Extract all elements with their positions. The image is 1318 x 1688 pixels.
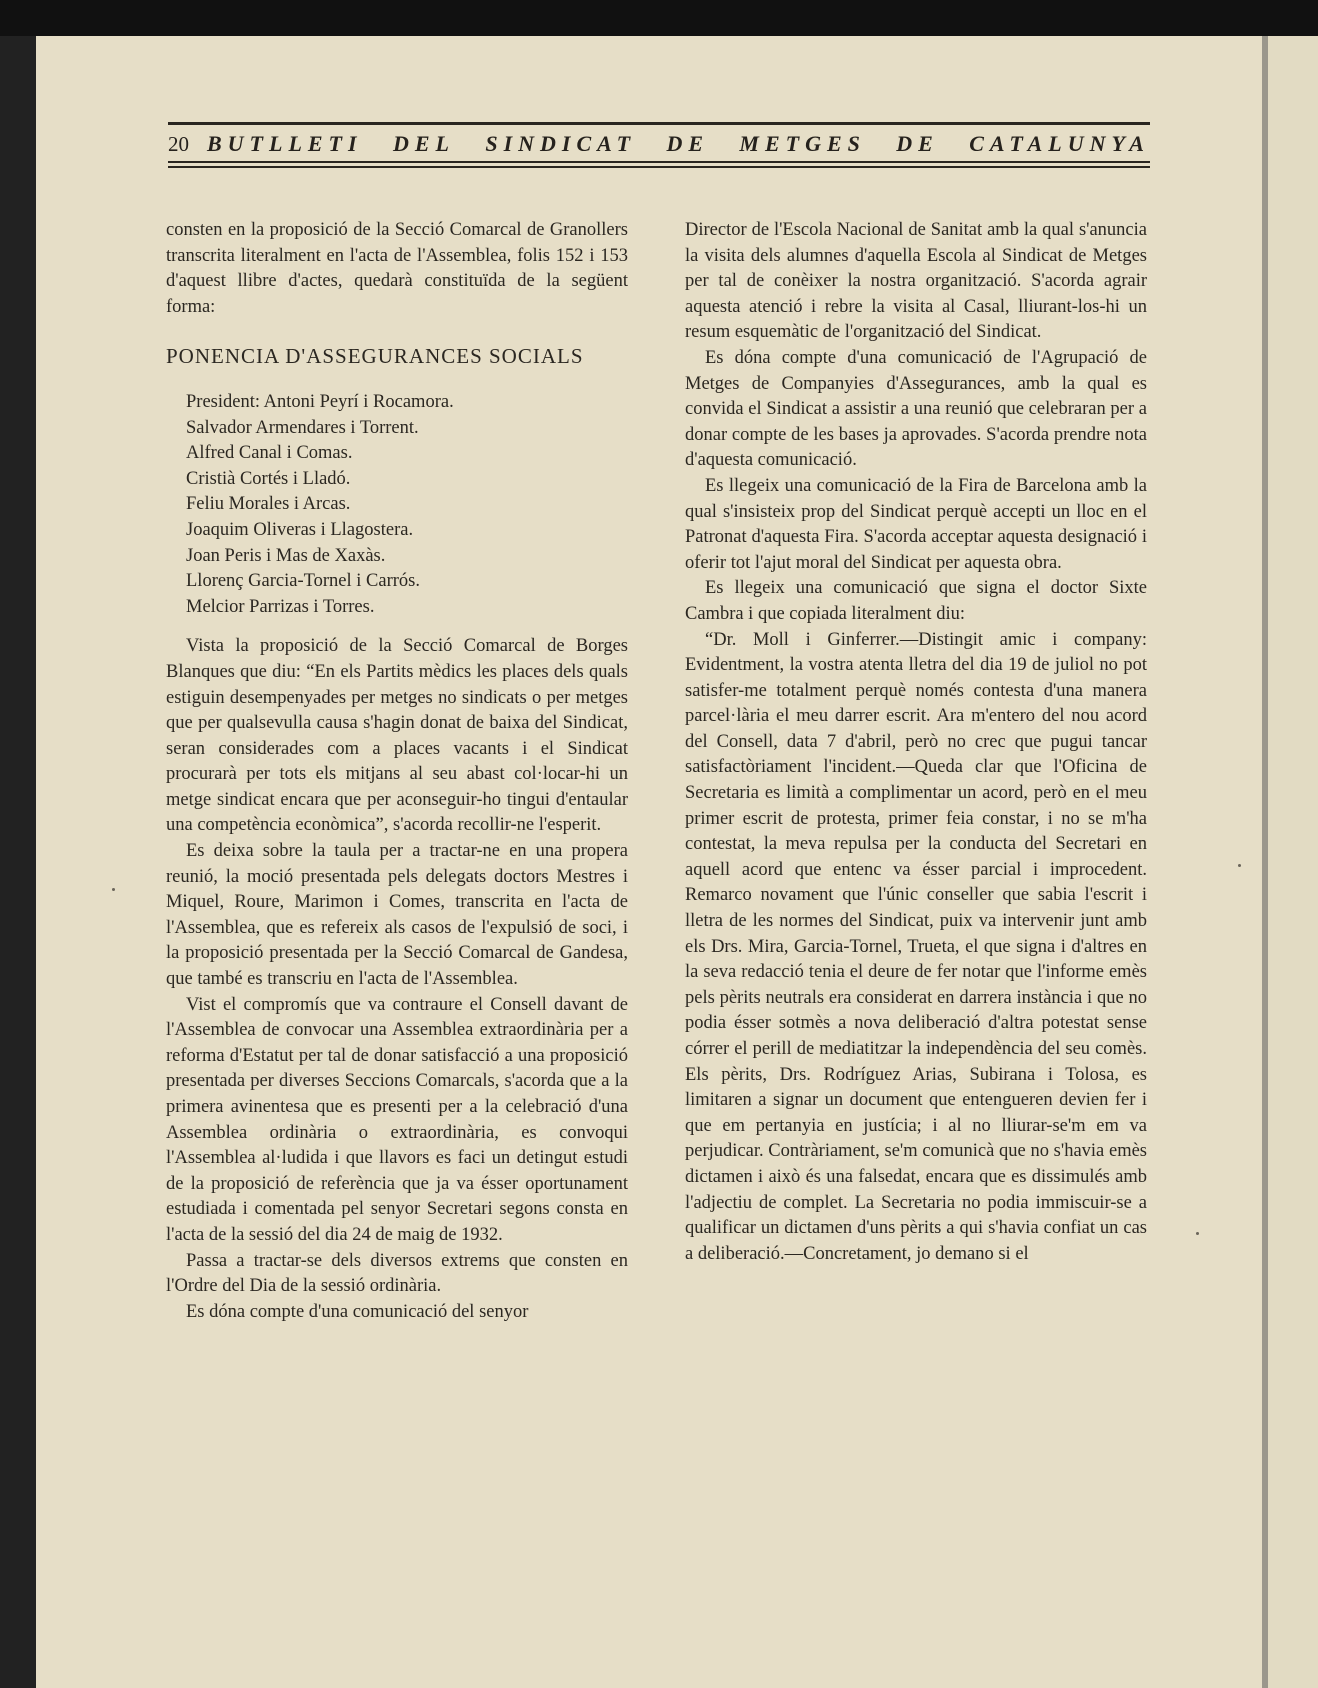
title-word: DEL — [392, 131, 455, 156]
running-header — [168, 122, 1150, 168]
paragraph: Es llegeix una comunicació que signa el doctor Sixte Cambra i que copiada literalment diu: — [685, 578, 1147, 624]
adjacent-page-edge — [1262, 36, 1318, 1688]
paper-speck — [1238, 864, 1241, 867]
paragraph: Es deixa sobre la taula per a tractar-ne en una propera reunió, la moció presentada pels delegats doctors Mestres i Miquel, Roure, Marimon i Comes, transcrita en l'acta de l'Assemblea, que es refereix als casos de l'expulsió de soci, i la proposició presentada per la Secció Comarcal de Gandesa, que també es transcriu en l'acta de l'Assemblea. — [166, 841, 628, 990]
title-word: DE — [666, 131, 710, 156]
opening-paragraph: consten en la proposició de la Secció Comarcal de Granollers transcrita literalment en l'acta de l'Assemblea, folis 152 i 153 d'aquest llibre d'actes, quedarà constituïda de la següent forma: — [166, 220, 628, 317]
page-number: 20 — [168, 132, 189, 156]
paper-speck — [1196, 1232, 1199, 1235]
title-word: BUTLLETI — [207, 131, 363, 156]
paragraph: Es llegeix una comunicació de la Fira de Barcelona amb la qual s'insisteix prop del Sindicat perquè accepti un lloc en el Patronat d'aquesta Fira. S'acorda acceptar aquesta designació i oferir tot l'ajut moral del Sindicat per aquesta obra. — [685, 475, 1147, 573]
member-entry: President: Antoni Peyrí i Rocamora. — [186, 391, 454, 412]
paragraph: Vista la proposició de la Secció Comarcal de Borges Blanques que diu: “En els Partits mèdics les places dels quals estiguin desempenyades per metges no sindicats o per metges que per qualsevulla causa s'hagin donat de baixa del Sindicat, seran considerades com a places vacants i el Sindicat procurarà per tots els mitjans al seu abast col·locar-hi un metge sindicat encara que per aconseguir-ho tingui d'entaular una competència econòmica”, s'acorda recollir-ne l'esperit. — [166, 636, 628, 836]
paragraph: “Dr. Moll i Ginferrer.—Distingit amic i company: Evidentment, la vostra atenta lletra del dia 19 de juliol no pot satisfer-me totalment perquè només contesta d'una manera parcel·lària el meu darrer escrit. Ara m'entero del nou acord del Consell, data 7 d'abril, però no crec que pugui tancar satisfactòriament l'incident.—Queda clar que l'Oficina de Secretaria es limità a complimentar un acord, però en el meu primer escrit de protesta, primer feia constar, i no se m'ha contestat, la meva repulsa per la conducta del Secretari en aquell acord que entenc va ésser parcial i improcedent. Remarco novament que l'únic conseller que sabia l'escrit i lletra de les normes del Sindicat, puix va intervenir junt amb els Drs. Mira, Garcia-Tornel, Trueta, el que signa i d'altres en la seva redacció tenia el deure de fer notar que l'informe emès pels pèrits neutrals era considerat en darrera instància i que no podia ésser sotmès a nova deliberació d'altra potestat sense córrer el perill de mediatitzar la independència del seu comès. Els pèrits, Drs. Rodríguez Arias, Subirana i Tolosa, es limitaren a signar un document que entengueren devien fer i que em pertanyia en justícia; i al no lliurar-se'm em va perjudicar. Contràriament, se'm comunicà que no s'havia emès dictamen i això és una falsedat, encara que es dissimulés amb l'adjectiu de complet. La Secretaria no podia immiscuir-se a qualificar un dictamen d'uns pèrits a qui s'havia confiat un cas a deliberació.—Concretament, jo demano si el — [685, 629, 1147, 1264]
section-title: PONENCIA D'ASSEGURANCES SOCIALS — [166, 344, 584, 369]
running-title — [207, 131, 1150, 157]
members-list — [186, 390, 628, 620]
member-entry: Alfred Canal i Comas. — [186, 443, 353, 464]
left-column — [166, 218, 628, 1325]
member-entry: Melcior Parrizas i Torres. — [186, 596, 375, 617]
member-entry: Salvador Armendares i Torrent. — [186, 417, 419, 438]
title-word: CATALUNYA — [969, 131, 1150, 156]
title-word: METGES — [739, 131, 866, 156]
opening-paragraph: Director de l'Escola Nacional de Sanitat amb la qual s'anuncia la visita dels alumnes d'aquella Escola al Sindicat de Metges per tal de conèixer la nostra organització. S'acorda agrair aquesta atenció i rebre la visita al Casal, lliurant-los-hi un resum esquemàtic de l'organització del Sindicat. — [685, 220, 1147, 343]
paragraph: Es dóna compte d'una comunicació del senyor — [186, 1301, 529, 1322]
title-word: DE — [896, 131, 939, 156]
member-entry: Feliu Morales i Arcas. — [186, 494, 351, 515]
member-entry: Joan Peris i Mas de Xaxàs. — [186, 545, 386, 566]
paragraph: Passa a tractar-se dels diversos extrems que consten en l'Ordre del Dia de la sessió ordinària. — [166, 1250, 628, 1297]
scan-background-top — [0, 0, 1318, 36]
header-rule-double — [168, 166, 1150, 168]
paper-speck — [112, 888, 115, 891]
scan-background-left — [0, 36, 36, 1688]
header-row — [168, 125, 1150, 161]
paragraph: Vist el compromís que va contraure el Consell davant de l'Assemblea de convocar una Assemblea extraordinària per a reforma d'Estatut per tal de donar satisfacció a una proposició presentada per diverses Seccions Comarcals, s'acorda que a la primera avinentesa que es presenti per a la celebració d'una Assemblea ordinària o extraordinària, es convoqui l'Assemblea al·ludida i que llavors es faci un detingut estudi de la proposició de referència que ja va ésser oportunament estudiada i comentada pel senyor Secretari segons consta en l'acta de la sessió del dia 24 de maig de 1932. — [166, 994, 628, 1245]
title-word: SINDICAT — [485, 131, 637, 156]
header-rule-bottom — [168, 161, 1150, 163]
paragraph: Es dóna compte d'una comunicació de l'Agrupació de Metges de Companyies d'Assegurances, amb la qual es convida el Sindicat a assistir a una reunió que celebraran per a donar compte de les bases ja aprovades. S'acorda prendre nota d'aquesta comunicació. — [685, 347, 1147, 471]
member-entry: Joaquim Oliveras i Llagostera. — [186, 519, 414, 540]
member-entry: Cristià Cortés i Lladó. — [186, 468, 351, 489]
right-column — [685, 218, 1147, 1267]
member-entry: Llorenç Garcia-Tornel i Carrós. — [186, 571, 420, 592]
